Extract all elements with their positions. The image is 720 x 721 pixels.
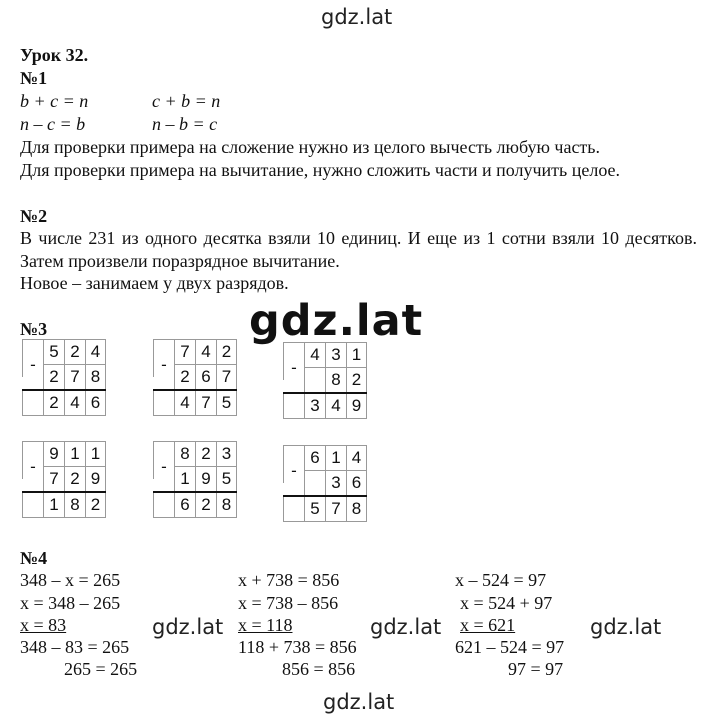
- digit-cell: 2: [174, 364, 195, 389]
- digit-cell: 2: [195, 493, 216, 518]
- ex2-paragraph: В числе 231 из одного десятка взяли 10 единиц. И еще из 1 сотни взяли 10 десятков. Затем произвели поразрядное вычитание.: [20, 228, 697, 271]
- digit-cell: 2: [43, 391, 64, 416]
- ex4-col1-line-1: 348 – x = 265: [20, 570, 121, 590]
- watermark-top: gdz.lat: [321, 5, 393, 29]
- minus-sign-cell: -: [153, 352, 174, 377]
- ex1-formula-2: c + b = n: [152, 91, 221, 111]
- digit-cell: 7: [195, 391, 216, 416]
- digit-cell: 1: [174, 466, 195, 491]
- ex1-heading: №1: [20, 68, 48, 88]
- digit-cell: 4: [64, 391, 85, 416]
- result-row: [283, 392, 367, 419]
- ex1-formula-1: b + c = n: [20, 91, 89, 111]
- ex1-formula-4: n – b = c: [152, 114, 218, 134]
- digit-cell: 1: [64, 441, 85, 466]
- minus-sign-cell: [153, 391, 174, 416]
- digit-cell: 8: [346, 497, 367, 522]
- ex1-line-2: Для проверки примера на вычитание, нужно сложить части и получить целое.: [20, 160, 621, 180]
- digit-cell: 6: [346, 470, 367, 495]
- subtrahend-row: [283, 460, 367, 495]
- digit-cell: 3: [304, 394, 325, 419]
- subtraction-problem: [22, 339, 106, 416]
- digit-cell: 4: [304, 342, 325, 367]
- ex4-col2-line-2: x = 738 – 856: [238, 593, 339, 613]
- digit-cell: 4: [346, 445, 367, 470]
- subtraction-problem: [153, 339, 237, 416]
- minus-sign-cell: -: [22, 454, 43, 479]
- ex4-col2-line-1: x + 738 = 856: [238, 570, 340, 590]
- ex4-heading: №4: [20, 548, 48, 568]
- digit-cell: 3: [325, 470, 346, 495]
- digit-cell: 2: [64, 466, 85, 491]
- minus-sign-cell: -: [22, 352, 43, 377]
- digit-cell: 9: [346, 394, 367, 419]
- digit-cell: 5: [304, 497, 325, 522]
- digit-cell: 8: [64, 493, 85, 518]
- digit-cell: 5: [43, 339, 64, 364]
- minus-sign-cell: [153, 493, 174, 518]
- ex2-line-new: Новое – занимаем у двух разрядов.: [20, 273, 289, 293]
- digit-cell: 7: [64, 364, 85, 389]
- ex4-col2-result: 856 = 856: [282, 659, 356, 679]
- ex4-col3-line-1: x – 524 = 97: [455, 570, 547, 590]
- digit-cell: 2: [85, 493, 106, 518]
- digit-cell: 2: [64, 339, 85, 364]
- digit-cell: 2: [43, 364, 64, 389]
- subtraction-problem: [153, 441, 237, 518]
- digit-cell: 1: [43, 493, 64, 518]
- digit-cell: 3: [325, 342, 346, 367]
- ex4-col1-result: 265 = 265: [64, 659, 138, 679]
- digit-cell: 6: [85, 391, 106, 416]
- minus-sign-cell: -: [283, 355, 304, 380]
- ex4-col1-answer: x = 83: [20, 615, 67, 635]
- digit-cell: [304, 470, 325, 495]
- ex4-col3-line-2: x = 524 + 97: [460, 593, 553, 613]
- ex4-col3-result: 97 = 97: [508, 659, 564, 679]
- digit-cell: 7: [325, 497, 346, 522]
- digit-cell: 4: [85, 339, 106, 364]
- ex4-col3-check: 621 – 524 = 97: [455, 637, 565, 657]
- digit-cell: 9: [195, 466, 216, 491]
- digit-cell: 8: [216, 493, 237, 518]
- watermark-right: gdz.lat: [590, 615, 662, 639]
- subtrahend-row: [283, 357, 367, 392]
- subtrahend-row: [153, 456, 237, 491]
- minus-sign-cell: -: [283, 458, 304, 483]
- minus-sign-cell: [22, 493, 43, 518]
- ex4-col3-answer: x = 621: [460, 615, 516, 635]
- digit-cell: 3: [216, 441, 237, 466]
- subtraction-problem: [283, 445, 367, 522]
- digit-cell: 4: [174, 391, 195, 416]
- result-row: [283, 495, 367, 522]
- digit-cell: 9: [43, 441, 64, 466]
- digit-cell: 5: [216, 391, 237, 416]
- digit-cell: 6: [195, 364, 216, 389]
- ex4-col2-answer: x = 118: [238, 615, 293, 635]
- subtraction-problem: [22, 441, 106, 518]
- ex2-heading: №2: [20, 206, 48, 226]
- result-row: [22, 491, 106, 518]
- ex1-line-1: Для проверки примера на сложение нужно из целого вычесть любую часть.: [20, 137, 601, 157]
- digit-cell: 5: [216, 466, 237, 491]
- result-row: [153, 389, 237, 416]
- ex1-formula-3: n – c = b: [20, 114, 86, 134]
- digit-cell: 4: [195, 339, 216, 364]
- digit-cell: 8: [174, 441, 195, 466]
- watermark-center: gdz.lat: [249, 296, 424, 346]
- digit-cell: 7: [43, 466, 64, 491]
- result-row: [22, 389, 106, 416]
- ex3-heading: №3: [20, 319, 48, 339]
- digit-cell: 7: [174, 339, 195, 364]
- result-row: [153, 491, 237, 518]
- digit-cell: 8: [325, 367, 346, 392]
- minus-sign-cell: [22, 391, 43, 416]
- minus-sign-cell: -: [153, 454, 174, 479]
- subtrahend-row: [153, 354, 237, 389]
- digit-cell: 1: [346, 342, 367, 367]
- digit-cell: 8: [85, 364, 106, 389]
- digit-cell: 2: [346, 367, 367, 392]
- ex4-col1-check: 348 – 83 = 265: [20, 637, 130, 657]
- lesson-title: Урок 32.: [20, 45, 89, 65]
- subtraction-problem: [283, 342, 367, 419]
- digit-cell: 6: [304, 445, 325, 470]
- watermark-middle: gdz.lat: [370, 615, 442, 639]
- digit-cell: 9: [85, 466, 106, 491]
- minus-sign-cell: [283, 394, 304, 419]
- ex4-col2-check: 118 + 738 = 856: [238, 637, 357, 657]
- minus-sign-cell: [283, 497, 304, 522]
- digit-cell: 2: [195, 441, 216, 466]
- digit-cell: 7: [216, 364, 237, 389]
- digit-cell: 2: [216, 339, 237, 364]
- digit-cell: 6: [174, 493, 195, 518]
- digit-cell: 1: [325, 445, 346, 470]
- digit-cell: 4: [325, 394, 346, 419]
- watermark-left: gdz.lat: [152, 615, 224, 639]
- ex4-col1-line-2: x = 348 – 265: [20, 593, 121, 613]
- subtrahend-row: [22, 354, 106, 389]
- digit-cell: 1: [85, 441, 106, 466]
- subtrahend-row: [22, 456, 106, 491]
- digit-cell: [304, 367, 325, 392]
- watermark-bottom: gdz.lat: [323, 690, 395, 714]
